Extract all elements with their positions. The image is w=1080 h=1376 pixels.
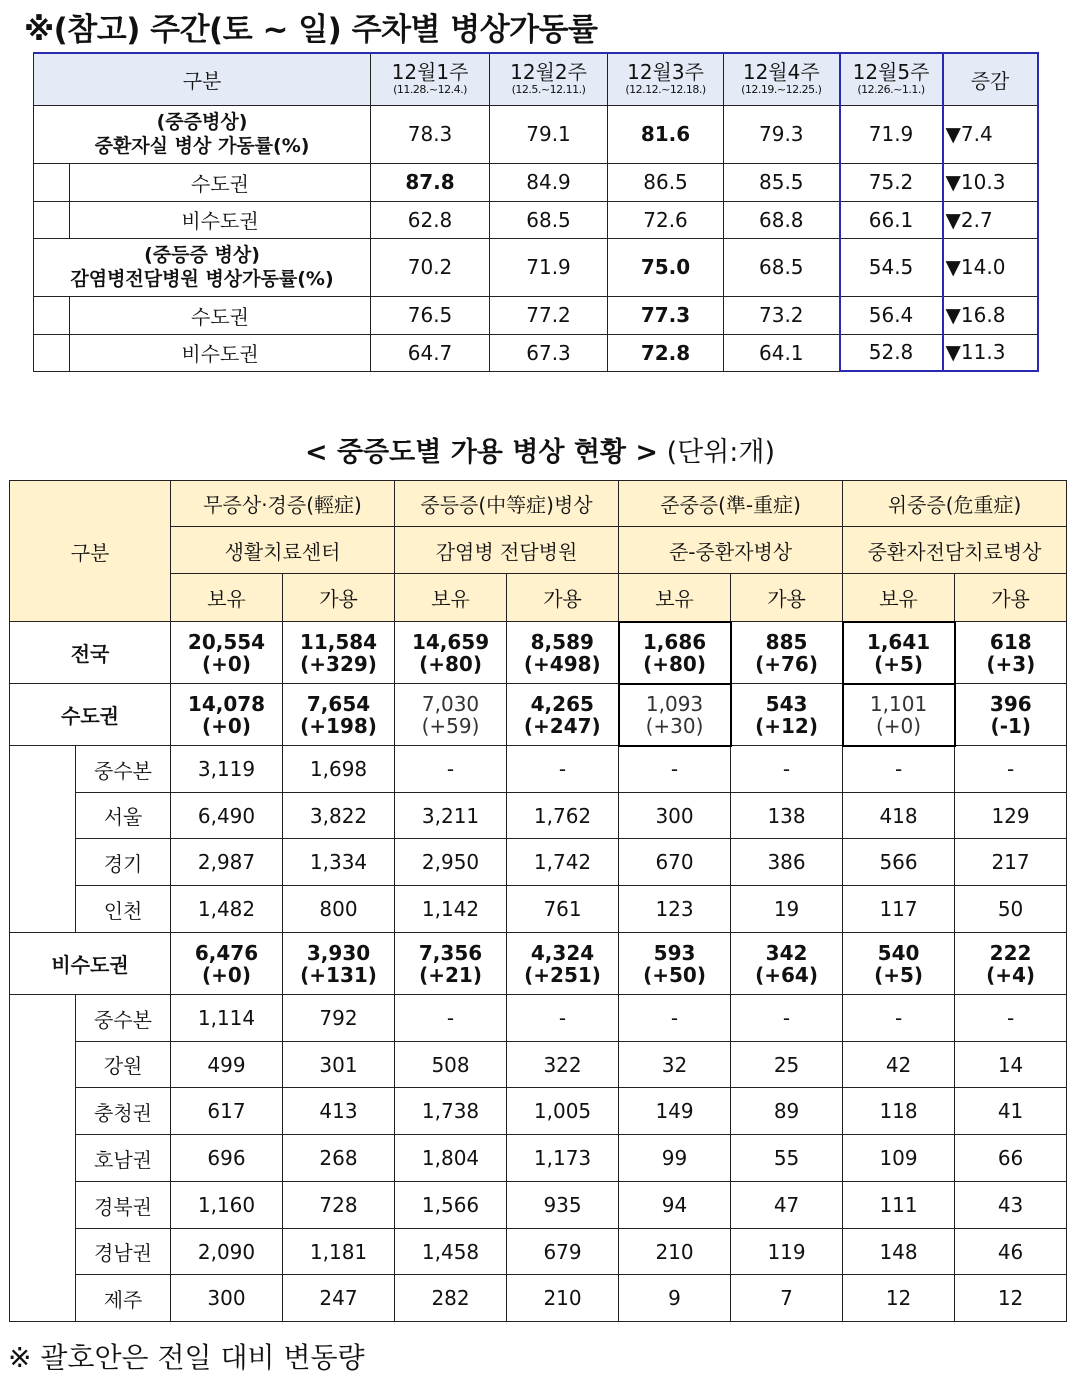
header-row	[10, 481, 1067, 527]
indent-cell	[34, 296, 70, 334]
cell: 1,458	[395, 1229, 507, 1275]
cell: 728	[283, 1182, 395, 1229]
cell: 12	[955, 1275, 1067, 1322]
cell: 4,324 (+251)	[507, 933, 619, 995]
cell: 247	[283, 1275, 395, 1322]
cell: 3,930 (+131)	[283, 933, 395, 995]
cell: 62.8	[371, 201, 490, 238]
cell: 43	[955, 1182, 1067, 1229]
cell: 1,093 (+30)	[619, 684, 731, 746]
cell: 47	[731, 1182, 843, 1229]
cell: 935	[507, 1182, 619, 1229]
week-header: 12월1주 (11.28.~12.4.)	[371, 53, 490, 105]
change-cell: ▼2.7	[943, 201, 1038, 238]
cell: 2,950	[395, 839, 507, 886]
cell: 418	[843, 793, 955, 839]
cell: 50	[955, 886, 1067, 933]
table-row	[10, 1135, 1067, 1182]
available-header: 가용	[731, 574, 843, 622]
cell: 85.5	[724, 163, 840, 201]
availability-title: < 중증도별 가용 병상 현황 > (단위:개)	[304, 437, 776, 468]
cell: 322	[507, 1042, 619, 1088]
table-row	[10, 746, 1067, 793]
row-label: 비수도권	[70, 201, 371, 238]
table-row	[10, 886, 1067, 933]
table-row	[34, 105, 1038, 163]
cell: 129	[955, 793, 1067, 839]
cell: 46	[955, 1229, 1067, 1275]
cell: 9	[619, 1275, 731, 1322]
row-label: 전국	[10, 622, 171, 684]
cell: 71.9	[840, 105, 943, 163]
cell: 68.8	[724, 201, 840, 238]
cell: -	[395, 995, 507, 1042]
cell: 1,334	[283, 839, 395, 886]
cell: 222 (+4)	[955, 933, 1067, 995]
cell: 86.5	[608, 163, 724, 201]
cell: 268	[283, 1135, 395, 1182]
cell: 593 (+50)	[619, 933, 731, 995]
cell: 670	[619, 839, 731, 886]
change-cell: ▼16.8	[943, 296, 1038, 334]
cell: 301	[283, 1042, 395, 1088]
row-label: 강원	[76, 1042, 171, 1088]
row-label: 수도권	[70, 296, 371, 334]
cell: 3,822	[283, 793, 395, 839]
cell: 300	[619, 793, 731, 839]
cell: 118	[843, 1088, 955, 1135]
cell: 89	[731, 1088, 843, 1135]
cell: 73.2	[724, 296, 840, 334]
cell: 7	[731, 1275, 843, 1322]
row-label: (중증병상) 중환자실 병상 가동률(%)	[34, 105, 371, 163]
row-label: 인천	[76, 886, 171, 933]
availability-table	[9, 480, 1067, 1322]
cell: 66.1	[840, 201, 943, 238]
noncapital-row	[10, 933, 1067, 995]
cell: 7,030 (+59)	[395, 684, 507, 746]
indent-cell	[34, 201, 70, 238]
cell: 87.8	[371, 163, 490, 201]
row-label: 서울	[76, 793, 171, 839]
cell: 123	[619, 886, 731, 933]
cell: 6,476 (+0)	[171, 933, 283, 995]
cell: 79.3	[724, 105, 840, 163]
cell: 1,482	[171, 886, 283, 933]
cell: 79.1	[490, 105, 608, 163]
cell: 1,698	[283, 746, 395, 793]
cell: 1,804	[395, 1135, 507, 1182]
cell: 6,490	[171, 793, 283, 839]
cell: 119	[731, 1229, 843, 1275]
cell: 20,554 (+0)	[171, 622, 283, 684]
cell: 508	[395, 1042, 507, 1088]
cell: 54.5	[840, 238, 943, 296]
available-header: 가용	[955, 574, 1067, 622]
facility-header: 감염병 전담병원	[395, 527, 619, 574]
row-label: 경남권	[76, 1229, 171, 1275]
held-header: 보유	[843, 574, 955, 622]
cell: 68.5	[490, 201, 608, 238]
cell: 8,589 (+498)	[507, 622, 619, 684]
row-label: 중수본	[76, 746, 171, 793]
cell: -	[843, 995, 955, 1042]
indent-cell	[10, 995, 76, 1322]
cell: 52.8	[840, 334, 943, 371]
cell: 55	[731, 1135, 843, 1182]
cell: 99	[619, 1135, 731, 1182]
row-label: (중등증 병상) 감염병전담병원 병상가동률(%)	[34, 238, 371, 296]
cell: 1,738	[395, 1088, 507, 1135]
cell: 7,654 (+198)	[283, 684, 395, 746]
cell: 4,265 (+247)	[507, 684, 619, 746]
cell: 81.6	[608, 105, 724, 163]
cell: 78.3	[371, 105, 490, 163]
cell: 25	[731, 1042, 843, 1088]
row-label: 호남권	[76, 1135, 171, 1182]
facility-header: 생활치료센터	[171, 527, 395, 574]
cell: 66	[955, 1135, 1067, 1182]
header-row	[34, 53, 1038, 105]
cell: -	[731, 746, 843, 793]
cell: 792	[283, 995, 395, 1042]
cell: -	[619, 995, 731, 1042]
cell: 42	[843, 1042, 955, 1088]
weekly-occupancy-title: ※(참고) 주간(토 ~ 일) 주차별 병상가동률	[24, 12, 598, 48]
cell: 14,078 (+0)	[171, 684, 283, 746]
cell: 1,566	[395, 1182, 507, 1229]
cell: 19	[731, 886, 843, 933]
change-cell: ▼11.3	[943, 334, 1038, 371]
severity-header: 위중증(危重症)	[843, 481, 1067, 527]
table-row	[34, 201, 1038, 238]
week-header: 12월4주 (12.19.~12.25.)	[724, 53, 840, 105]
cell: 618 (+3)	[955, 622, 1067, 684]
row-label: 비수도권	[70, 334, 371, 371]
row-label: 제주	[76, 1275, 171, 1322]
cell: 1,181	[283, 1229, 395, 1275]
indent-cell	[10, 746, 76, 933]
table-row	[10, 995, 1067, 1042]
cell: 696	[171, 1135, 283, 1182]
cell: 210	[619, 1229, 731, 1275]
row-label: 중수본	[76, 995, 171, 1042]
cell: 138	[731, 793, 843, 839]
table-row	[10, 1042, 1067, 1088]
cell: 2,987	[171, 839, 283, 886]
cell: 111	[843, 1182, 955, 1229]
table-row	[10, 1229, 1067, 1275]
table-row	[10, 1182, 1067, 1229]
change-cell: ▼14.0	[943, 238, 1038, 296]
change-cell: ▼10.3	[943, 163, 1038, 201]
row-label: 수도권	[70, 163, 371, 201]
cell: 1,641 (+5)	[843, 622, 955, 684]
cell: -	[731, 995, 843, 1042]
table-row	[34, 334, 1038, 371]
change-cell: ▼7.4	[943, 105, 1038, 163]
cell: 64.7	[371, 334, 490, 371]
week-header: 12월3주 (12.12.~12.18.)	[608, 53, 724, 105]
cell: -	[619, 746, 731, 793]
cell: 70.2	[371, 238, 490, 296]
table-row	[10, 839, 1067, 886]
table-row	[34, 163, 1038, 201]
indent-cell	[34, 334, 70, 371]
row-label: 경기	[76, 839, 171, 886]
held-header: 보유	[395, 574, 507, 622]
cell: 2,090	[171, 1229, 283, 1275]
cell: 117	[843, 886, 955, 933]
cell: 149	[619, 1088, 731, 1135]
cell: -	[843, 746, 955, 793]
cell: 217	[955, 839, 1067, 886]
facility-header: 중환자전담치료병상	[843, 527, 1067, 574]
available-header: 가용	[283, 574, 395, 622]
cell: 68.5	[724, 238, 840, 296]
cell: 77.3	[608, 296, 724, 334]
cell: 14	[955, 1042, 1067, 1088]
cell: 413	[283, 1088, 395, 1135]
cell: 1,160	[171, 1182, 283, 1229]
week-header: 12월2주 (12.5.~12.11.)	[490, 53, 608, 105]
cell: 1,114	[171, 995, 283, 1042]
cell: 617	[171, 1088, 283, 1135]
cell: 396 (-1)	[955, 684, 1067, 746]
row-label: 경북권	[76, 1182, 171, 1229]
held-header: 보유	[619, 574, 731, 622]
cell: 210	[507, 1275, 619, 1322]
table-row	[34, 296, 1038, 334]
category-header: 구분	[34, 53, 371, 105]
cell: -	[507, 995, 619, 1042]
severity-header: 무증상·경증(輕症)	[171, 481, 395, 527]
cell: 543 (+12)	[731, 684, 843, 746]
cell: 1,101 (+0)	[843, 684, 955, 746]
cell: 386	[731, 839, 843, 886]
cell: 679	[507, 1229, 619, 1275]
cell: 67.3	[490, 334, 608, 371]
cell: -	[507, 746, 619, 793]
cell: 1,742	[507, 839, 619, 886]
table-row	[34, 238, 1038, 296]
cell: 3,119	[171, 746, 283, 793]
severity-header: 중등증(中等症)병상	[395, 481, 619, 527]
cell: 3,211	[395, 793, 507, 839]
change-header: 증감	[943, 53, 1038, 105]
cell: 72.6	[608, 201, 724, 238]
cell: 800	[283, 886, 395, 933]
cell: -	[395, 746, 507, 793]
cell: 540 (+5)	[843, 933, 955, 995]
cell: 7,356 (+21)	[395, 933, 507, 995]
row-label: 수도권	[10, 684, 171, 746]
footnote: ※ 괄호안은 전일 대비 변동량	[8, 1341, 365, 1374]
held-header: 보유	[171, 574, 283, 622]
cell: 84.9	[490, 163, 608, 201]
cell: 761	[507, 886, 619, 933]
row-label: 충청권	[76, 1088, 171, 1135]
table-row	[10, 1275, 1067, 1322]
row-label: 비수도권	[10, 933, 171, 995]
cell: 885 (+76)	[731, 622, 843, 684]
capital-row	[10, 684, 1067, 746]
cell: 75.0	[608, 238, 724, 296]
cell: 148	[843, 1229, 955, 1275]
cell: 1,005	[507, 1088, 619, 1135]
cell: 499	[171, 1042, 283, 1088]
cell: 14,659 (+80)	[395, 622, 507, 684]
available-header: 가용	[507, 574, 619, 622]
week-header: 12월5주 (12.26.~1.1.)	[840, 53, 943, 105]
cell: 64.1	[724, 334, 840, 371]
cell: 109	[843, 1135, 955, 1182]
cell: 77.2	[490, 296, 608, 334]
cell: 1,762	[507, 793, 619, 839]
cell: 1,686 (+80)	[619, 622, 731, 684]
cell: 75.2	[840, 163, 943, 201]
cell: 12	[843, 1275, 955, 1322]
cell: 566	[843, 839, 955, 886]
cell: 1,142	[395, 886, 507, 933]
indent-cell	[34, 163, 70, 201]
category-header: 구분	[10, 481, 171, 622]
cell: -	[955, 746, 1067, 793]
weekly-occupancy-table	[33, 52, 1039, 372]
cell: 72.8	[608, 334, 724, 371]
cell: 32	[619, 1042, 731, 1088]
cell: 1,173	[507, 1135, 619, 1182]
cell: 300	[171, 1275, 283, 1322]
table-row	[10, 1088, 1067, 1135]
cell: 282	[395, 1275, 507, 1322]
cell: 71.9	[490, 238, 608, 296]
table-row	[10, 793, 1067, 839]
severity-header: 준중증(準-重症)	[619, 481, 843, 527]
cell: 41	[955, 1088, 1067, 1135]
cell: -	[955, 995, 1067, 1042]
cell: 76.5	[371, 296, 490, 334]
national-row	[10, 622, 1067, 684]
cell: 56.4	[840, 296, 943, 334]
cell: 11,584 (+329)	[283, 622, 395, 684]
facility-header: 준-중환자병상	[619, 527, 843, 574]
cell: 342 (+64)	[731, 933, 843, 995]
cell: 94	[619, 1182, 731, 1229]
